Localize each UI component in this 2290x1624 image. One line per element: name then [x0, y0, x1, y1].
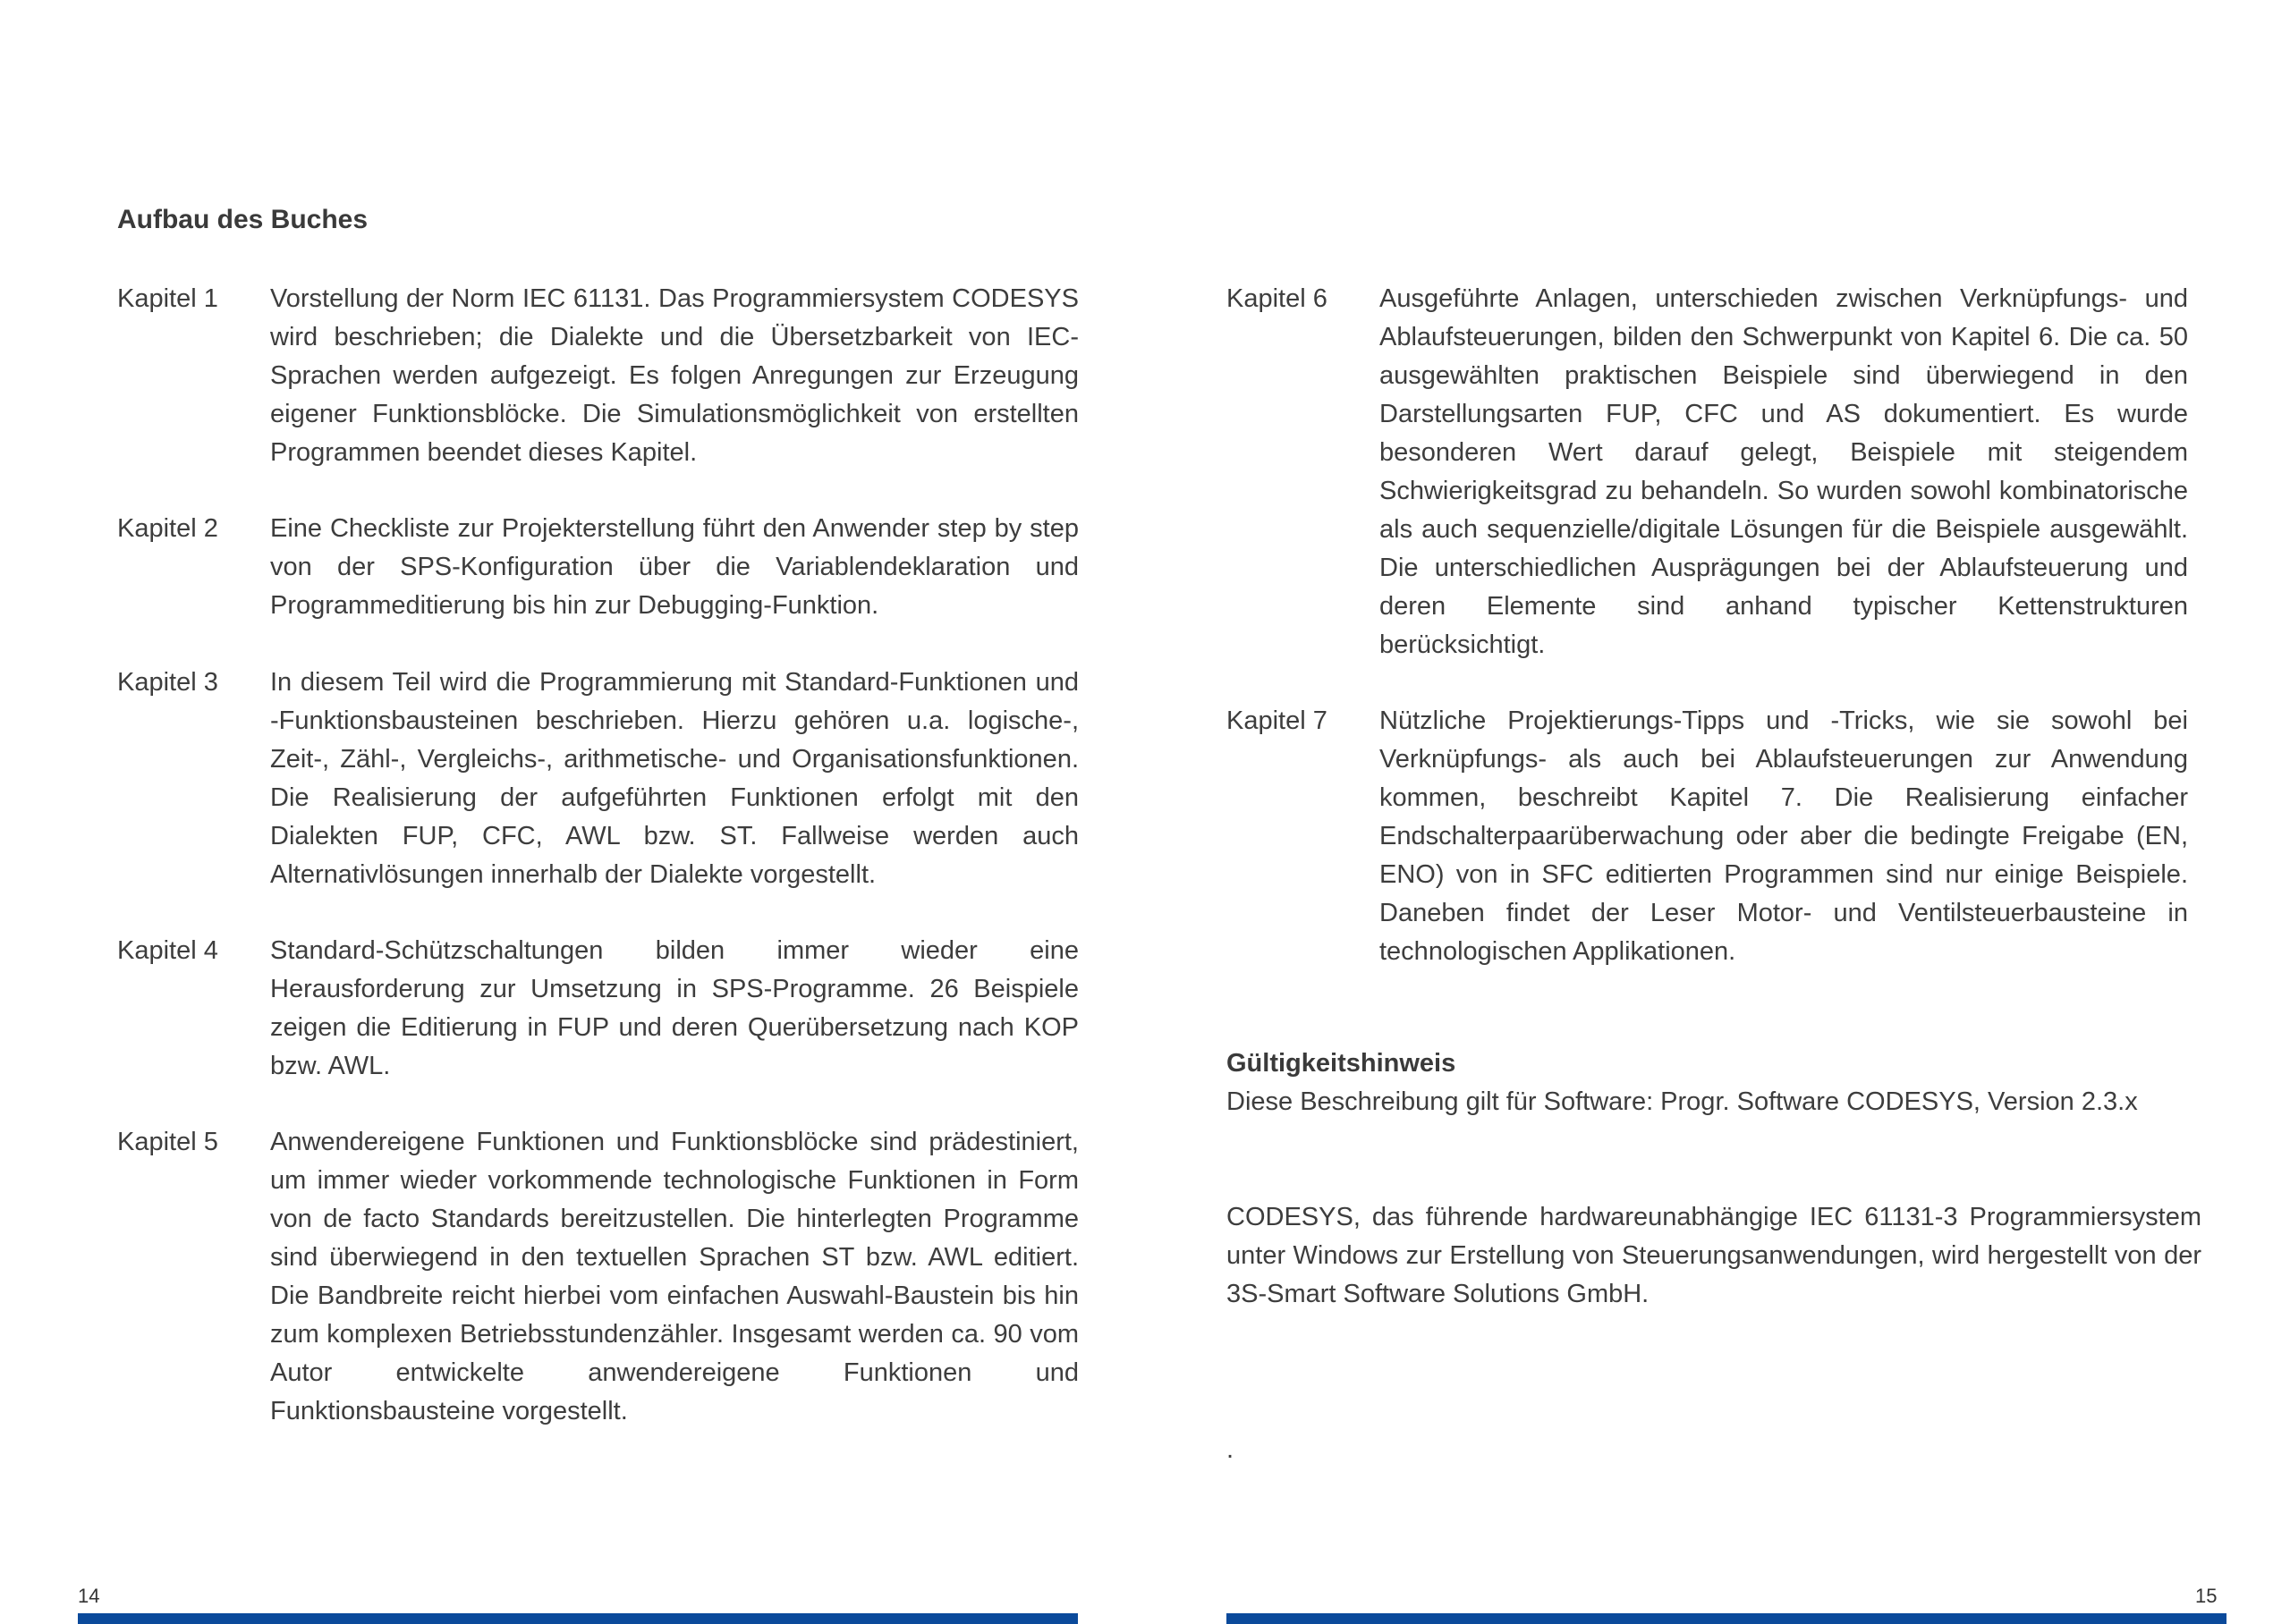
section-heading: Aufbau des Buches: [117, 205, 369, 234]
chapter-label: Kapitel 7: [1226, 706, 1327, 735]
chapter-label: Kapitel 2: [117, 514, 218, 543]
chapter-text: Vorstellung der Norm IEC 61131. Das Programmiersystem CODESYS wird beschrieben; die Dialekte und die Übersetzbarkeit von IEC-Sprachen werden aufgezeigt. Es folgen Anregungen zur Erzeugung eigener Funktionsblöcke. Die Simulationsmöglichkeit von erstellten Programmen beendet dieses Kapitel.: [270, 284, 1079, 467]
chapter-label: Kapitel 1: [117, 284, 218, 313]
chapter-text: In diesem Teil wird die Programmierung mit Standard-Funktionen und -Funktionsbausteinen beschrieben. Hierzu gehören u.a. logische-, Zeit-, Zähl-, Vergleichs-, arithmetische- und Organisationsfunktionen. Die Realisierung der aufgeführten Funktionen erfolgt mit den Dialekten FUP, CFC, AWL bzw. ST. Fallweise werden auch Alternativlösungen innerhalb der Dialekte vorgestellt.: [270, 668, 1079, 889]
chapter-2: [117, 510, 1079, 625]
chapter-text: Ausgeführte Anlagen, unterschieden zwischen Verknüpfungs- und Ablaufsteuerungen, bilden den Schwerpunkt von Kapitel 6. Die ca. 50 ausgewählten praktischen Beispiele sind überwiegend in den Darstellungsarten FUP, CFC und AS dokumentiert. Es wurde besonderen Wert darauf gelegt, Beispiele mit steigendem Schwierigkeitsgrad zu behandeln. So wurden sowohl kombinatorische als auch sequenzielle/digitale Lösungen für die Beispiele ausgewählt. Die unterschiedlichen Ausprägungen bei der Ablaufsteuerung und deren Elemente sind anhand typischer Kettenstrukturen berücksichtigt.: [1379, 284, 2188, 659]
chapter-label: Kapitel 5: [117, 1128, 218, 1156]
chapter-4: [117, 932, 1079, 1086]
chapter-text: Standard-Schützschaltungen bilden immer wieder eine Herausforderung zur Umsetzung in SPS-Programme. 26 Beispiele zeigen die Editierung in FUP und deren Querübersetzung nach KOP bzw. AWL.: [270, 936, 1079, 1080]
chapter-label: Kapitel 3: [117, 668, 218, 697]
footer-bar: [1226, 1613, 2226, 1624]
validity-notice: [1226, 1045, 2201, 1121]
chapter-text: Eine Checkliste zur Projekterstellung führt den Anwender step by step von der SPS-Konfiguration über die Variablendeklaration und Programmeditierung bis hin zur Debugging-Funktion.: [270, 514, 1079, 620]
page-number: 15: [2195, 1585, 2218, 1607]
chapter-label: Kapitel 4: [117, 936, 218, 965]
chapter-6: [1226, 280, 2188, 664]
page-number: 14: [78, 1585, 100, 1607]
validity-text: Diese Beschreibung gilt für Software: Progr. Software CODESYS, Version 2.3.x: [1226, 1087, 2138, 1116]
right-page: [1145, 0, 2290, 1624]
chapter-3: [117, 664, 1079, 894]
chapter-5: [117, 1123, 1079, 1431]
chapter-label: Kapitel 6: [1226, 284, 1327, 313]
chapter-text: Anwendereigene Funktionen und Funktionsblöcke sind prädestiniert, um immer wieder vorkommende technologische Funktionen in Form von de facto Standards bereitzustellen. Die hinterlegten Programme sind überwiegend in den textuellen Sprachen ST bzw. AWL editiert. Die Bandbreite reicht hierbei vom einfachen Auswahl-Baustein bis hin zum komplexen Betriebsstundenzähler. Insgesamt werden ca. 90 vom Autor entwickelte anwendereigene Funktionen und Funktionsbausteine vorgestellt.: [270, 1128, 1079, 1425]
dot-mark: .: [1226, 1435, 1234, 1464]
footer-bar: [78, 1613, 1078, 1624]
codesys-note: CODESYS, das führende hardwareunabhängige IEC 61131-3 Programmiersystem unter Windows zur Erstellung von Steuerungsanwendungen, wird hergestellt von der 3S-Smart Software Solutions GmbH.: [1226, 1203, 2201, 1308]
chapter-1: [117, 280, 1079, 472]
chapter-7: [1226, 702, 2188, 971]
chapter-text: Nützliche Projektierungs-Tipps und -Tricks, wie sie sowohl bei Verknüpfungs- als auch bei Ablaufsteuerungen zur Anwendung kommen, beschreibt Kapitel 7. Die Realisierung einfacher Endschalterpaarüberwachung oder aber die bedingte Freigabe (EN, ENO) von in SFC editierten Programmen sind nur einige Beispiele. Daneben findet der Leser Motor- und Ventilsteuerbausteine in technologischen Applikationen.: [1379, 706, 2188, 966]
validity-heading: Gültigkeitshinweis: [1226, 1049, 1456, 1078]
